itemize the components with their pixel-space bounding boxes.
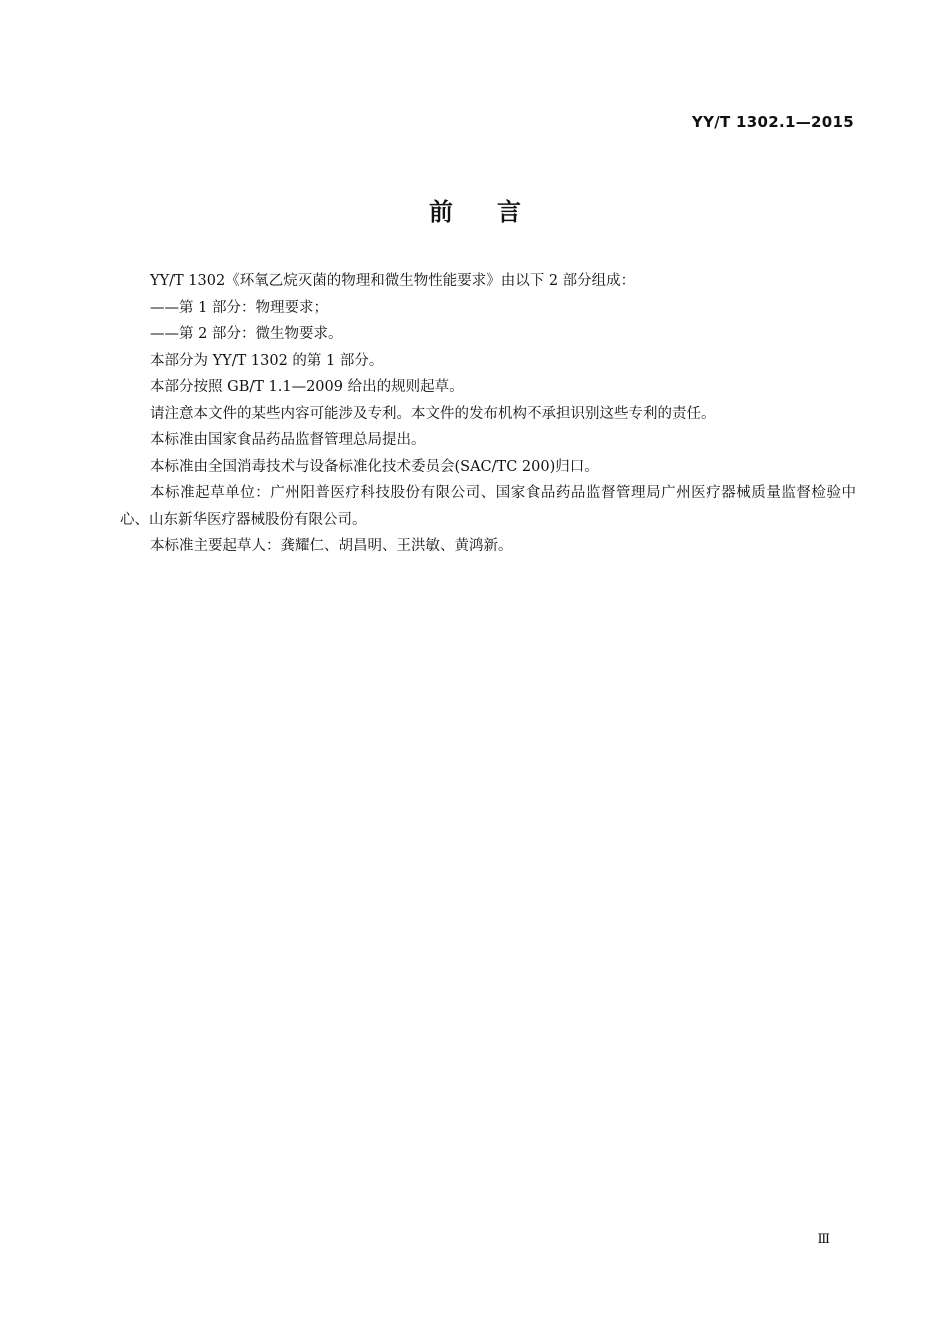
page-number: Ⅲ [817, 1232, 830, 1247]
paragraph-drafters: 本标准主要起草人：龚耀仁、胡昌明、王洪敏、黄鸿新。 [150, 538, 513, 554]
paragraph-composition: YY/T 1302《环氧乙烷灭菌的物理和微生物性能要求》由以下 2 部分组成： [150, 273, 636, 289]
paragraph-responsible-committee: 本标准由全国消毒技术与设备标准化技术委员会(SAC/TC 200)归口。 [150, 458, 599, 475]
paragraph-part-1: ——第 1 部分：物理要求； [150, 299, 328, 316]
paragraph-drafting-units: 本标准起草单位：广州阳普医疗科技股份有限公司、国家食品药品监督管理局广州医疗器械质量监督检验中心、山东新华医疗器械股份有限公司。 [120, 485, 856, 528]
paragraph-patent-notice: 请注意本文件的某些内容可能涉及专利。本文件的发布机构不承担识别这些专利的责任。 [150, 405, 716, 422]
document-body [120, 268, 856, 560]
paragraph-proposer: 本标准由国家食品药品监督管理总局提出。 [150, 432, 426, 448]
paragraph-part-2: ——第 2 部分：微生物要求。 [150, 326, 343, 342]
standard-number-header: YY/T 1302.1—2015 [691, 113, 854, 131]
page-title: 前言 [429, 198, 565, 226]
paragraph-drafting-rules: 本部分按照 GB/T 1.1—2009 给出的规则起草。 [150, 379, 464, 395]
paragraph-this-part: 本部分为 YY/T 1302 的第 1 部分。 [150, 352, 384, 369]
